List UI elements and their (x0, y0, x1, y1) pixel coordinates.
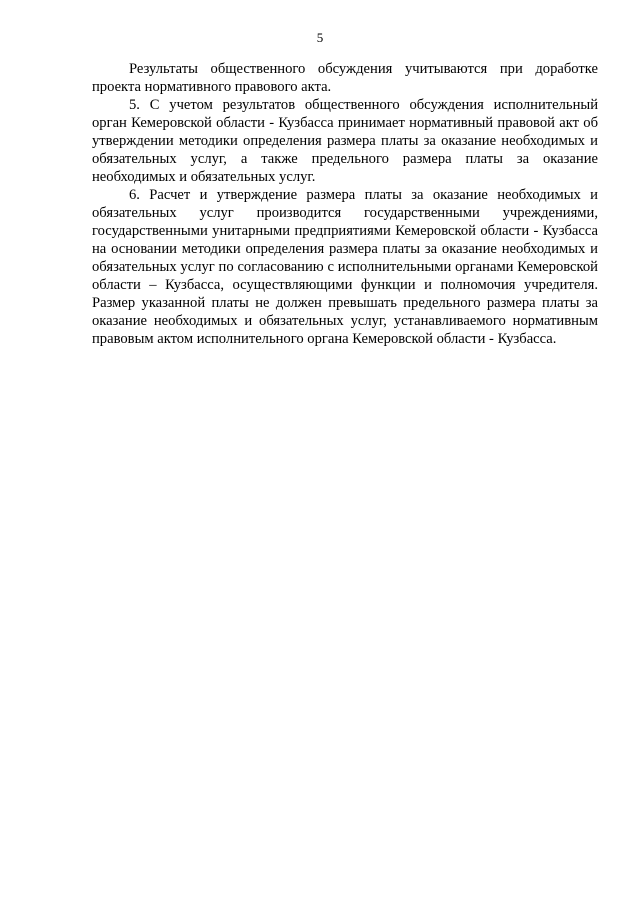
paragraph-results-discussion: Результаты общественного обсуждения учитываются при доработке проекта нормативного правового акта. (92, 61, 598, 95)
page-number: 5 (316, 30, 324, 45)
paragraph-item-6: 6. Расчет и утверждение размера платы за оказание необходимых и обязательных услуг производится государственными учреждениями, государственными унитарными предприятиями Кемеровской области - Кузбасса на основании методики определения размера платы за оказание необходимых и обязательных услуг по согласованию с исполнительными органами Кемеровской области – Кузбасса, осуществляющими функции и полномочия учредителя. Размер указанной платы не должен превышать предельного размера платы за оказание необходимых и обязательных услуг, устанавливаемого нормативным правовым актом исполнительного органа Кемеровской области - Кузбасса. (92, 187, 598, 347)
document-body (92, 60, 598, 348)
paragraph-item-5: 5. С учетом результатов общественного обсуждения исполнительный орган Кемеровской области - Кузбасса принимает нормативный правовой акт об утверждении методики определения размера платы за оказание необходимых и обязательных услуг, а также предельного размера платы за оказание необходимых и обязательных услуг. (92, 97, 598, 185)
